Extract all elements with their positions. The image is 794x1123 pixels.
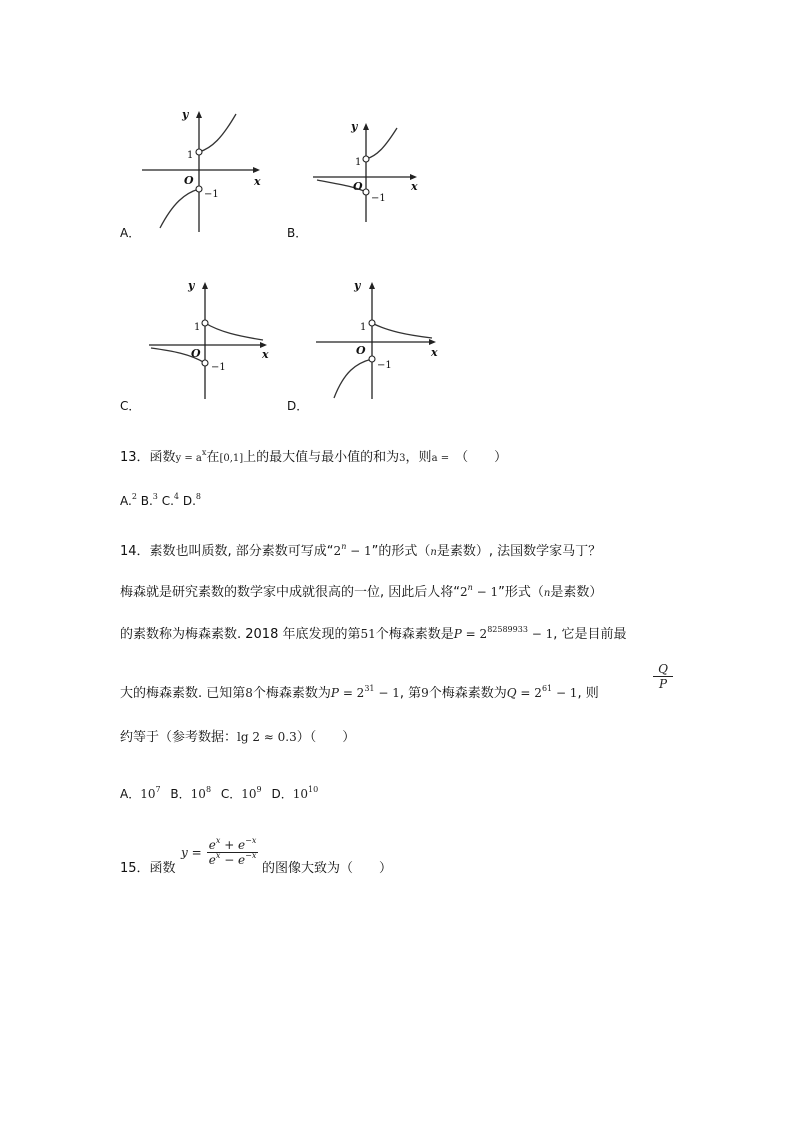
q14-eq: = 2 bbox=[339, 686, 365, 700]
origin-label: O bbox=[191, 347, 201, 360]
q14-reference-lg2: lg 2 ≈ 0.3 bbox=[237, 730, 297, 744]
y-label: y bbox=[354, 279, 361, 292]
q13-text-1: 上的最大值与最小值的和为 bbox=[243, 450, 400, 465]
question-13 bbox=[120, 448, 507, 469]
q15-num-e1: e bbox=[208, 838, 216, 852]
q15-function bbox=[181, 838, 258, 867]
q13-number: 13．函数 bbox=[120, 450, 176, 465]
question-15 bbox=[120, 859, 176, 879]
q14-text: ”的形式（ bbox=[371, 544, 431, 559]
q14-expr: $2^n - 1$ bbox=[460, 583, 499, 599]
q14-n8: 8 bbox=[245, 686, 253, 700]
q13-interval: [0,1] bbox=[219, 453, 244, 464]
q13-choice-d[interactable]: 8 bbox=[195, 492, 201, 501]
q13-choices bbox=[120, 491, 201, 513]
q14-expr: $2^n - 1$ bbox=[333, 542, 372, 558]
q15-den-exp1: x bbox=[215, 851, 221, 860]
q14-choice-d[interactable]: 10 bbox=[292, 787, 308, 801]
q14-choice-a[interactable]: 10 bbox=[140, 787, 156, 801]
q14-choice-d-exp[interactable]: 10 bbox=[307, 785, 319, 794]
q15-num-e2: + e bbox=[220, 838, 246, 852]
minus-one-label: −1 bbox=[377, 360, 392, 371]
x-label: x bbox=[262, 348, 269, 361]
q15-num-exp1: x bbox=[215, 836, 221, 845]
y-axis-arrow bbox=[202, 282, 208, 289]
q14-choice-c-exp[interactable]: 9 bbox=[256, 785, 262, 794]
q14-choices bbox=[120, 784, 318, 806]
q15-den-e2: − e bbox=[220, 853, 246, 867]
q14-choice-b[interactable]: 10 bbox=[190, 787, 206, 801]
q13-choice-c-label[interactable]: C. bbox=[161, 494, 174, 508]
graph-option-d bbox=[312, 272, 442, 402]
q14-text: 大的梅森素数. 已知第 bbox=[120, 686, 246, 701]
q14-line-5 bbox=[120, 727, 355, 748]
q15-den-e1: e bbox=[208, 853, 216, 867]
q14-p: P bbox=[453, 627, 462, 641]
y-label: y bbox=[351, 120, 358, 133]
curve-upper bbox=[366, 128, 397, 159]
x-axis-arrow bbox=[253, 167, 260, 173]
q14-text: 的素数称为梅森素数. 2018 年底发现的第 bbox=[120, 627, 361, 642]
q14-exponent-31: 31 bbox=[364, 684, 375, 693]
q14-minus-one: − 1 bbox=[552, 686, 578, 700]
q14-text: , 则 bbox=[577, 686, 599, 701]
q14-exponent-61: 61 bbox=[541, 684, 553, 693]
q13-three: 3 bbox=[399, 453, 406, 464]
q15-y: y = bbox=[181, 845, 202, 860]
curve-right bbox=[205, 323, 263, 340]
one-label: 1 bbox=[355, 157, 362, 168]
curve-right bbox=[372, 323, 432, 338]
q13-choice-a[interactable]: 2 bbox=[131, 492, 137, 501]
x-label: x bbox=[411, 180, 418, 193]
q14-n: n bbox=[430, 547, 437, 558]
q14-text: 14．素数也叫质数, 部分素数可写成“ bbox=[120, 544, 334, 559]
q14-text: , 第 bbox=[399, 686, 422, 701]
open-point-one bbox=[369, 320, 375, 326]
q14-frac-num: Q bbox=[653, 662, 673, 677]
open-point-one bbox=[363, 156, 369, 162]
q13-a-equals: a = bbox=[431, 453, 450, 464]
open-point-one bbox=[202, 320, 208, 326]
q14-choice-b-exp[interactable]: 8 bbox=[205, 785, 212, 794]
q13-choice-a-label[interactable]: A. bbox=[120, 494, 132, 508]
q14-choice-c[interactable]: 10 bbox=[241, 787, 257, 801]
one-label: 1 bbox=[360, 322, 367, 333]
y-axis-arrow bbox=[363, 123, 369, 130]
q14-text: ）（ ） bbox=[296, 730, 356, 745]
q14-choice-a-exp[interactable]: 7 bbox=[155, 785, 161, 794]
q15-question-text: 的图像大致为（ ） bbox=[262, 861, 393, 876]
q14-n51: 51 bbox=[360, 627, 376, 641]
q14-frac-den: P bbox=[658, 677, 668, 691]
q14-text: 个梅森素数为 bbox=[252, 686, 331, 701]
minus-one-label: −1 bbox=[204, 189, 219, 200]
q14-exponent-big: 82589933 bbox=[487, 625, 528, 634]
q13-choice-c[interactable]: 4 bbox=[173, 492, 179, 501]
graph-option-c bbox=[145, 272, 275, 402]
q15-text bbox=[262, 859, 392, 879]
q14-text: 梅森就是研究素数的数学家中成就很高的一位, 因此后人将“ bbox=[120, 585, 460, 600]
q14-choice-b-label[interactable]: B． bbox=[170, 787, 191, 801]
q14-line-4 bbox=[120, 683, 599, 705]
q14-text: 是素数） bbox=[550, 585, 603, 600]
curve-upper bbox=[199, 114, 236, 152]
q14-p: P bbox=[330, 686, 339, 700]
q14-text: 是素数）, 法国数学家马丁？ bbox=[436, 544, 602, 559]
option-b-label: B． bbox=[287, 226, 308, 240]
y-label: y bbox=[188, 279, 195, 292]
open-point-minus-one bbox=[202, 360, 208, 366]
curve-left bbox=[334, 359, 372, 398]
q13-paren: （ ） bbox=[455, 450, 508, 465]
open-point-minus-one bbox=[363, 189, 369, 195]
q14-text: ”形式（ bbox=[498, 585, 544, 600]
q13-function-exponent: x bbox=[201, 448, 207, 457]
curve-lower bbox=[160, 189, 199, 228]
open-point-minus-one bbox=[196, 186, 202, 192]
q14-text: 约等于（参考数据： bbox=[120, 730, 238, 745]
q15-number: 15．函数 bbox=[120, 861, 176, 876]
q15-fraction bbox=[207, 838, 259, 867]
q14-eq: = 2 bbox=[461, 627, 488, 641]
q15-den-exp2: −x bbox=[245, 851, 257, 860]
origin-label: O bbox=[353, 180, 363, 193]
q14-line-3 bbox=[120, 624, 627, 646]
q14-line-2 bbox=[120, 582, 602, 604]
y-label: y bbox=[182, 108, 189, 121]
graph-option-b bbox=[305, 112, 430, 227]
q13-choice-b[interactable]: 3 bbox=[152, 492, 158, 501]
q13-text-zai: 在 bbox=[206, 450, 220, 465]
q14-line-1 bbox=[120, 541, 601, 563]
q13-function: y = a bbox=[175, 453, 202, 464]
q14-minus-one: − 1 bbox=[527, 627, 554, 641]
origin-label: O bbox=[184, 174, 194, 187]
x-label: x bbox=[431, 346, 438, 359]
graph-option-a bbox=[140, 100, 270, 235]
y-axis-arrow bbox=[196, 111, 202, 118]
open-point-minus-one bbox=[369, 356, 375, 362]
q14-text: , 它是目前最 bbox=[553, 627, 627, 642]
q14-text: 个梅森素数为 bbox=[428, 686, 507, 701]
one-label: 1 bbox=[194, 322, 201, 333]
one-label: 1 bbox=[187, 150, 194, 161]
option-a-label: A． bbox=[120, 226, 141, 240]
q14-eq: = 2 bbox=[516, 686, 542, 700]
q14-q: Q bbox=[506, 686, 517, 700]
minus-one-label: −1 bbox=[211, 362, 226, 373]
minus-one-label: −1 bbox=[371, 193, 386, 204]
q14-choice-c-label[interactable]: C． bbox=[220, 787, 242, 801]
q13-choice-d-label[interactable]: D. bbox=[182, 494, 196, 508]
x-axis-arrow bbox=[429, 339, 436, 345]
x-label: x bbox=[254, 175, 261, 188]
q15-num-exp2: −x bbox=[245, 836, 257, 845]
q14-minus-one: − 1 bbox=[374, 686, 400, 700]
option-c-label: C． bbox=[120, 399, 141, 413]
q14-fraction-q-over-p bbox=[653, 662, 673, 691]
origin-label: O bbox=[356, 344, 366, 357]
option-d-label: D． bbox=[287, 399, 309, 413]
q13-choice-b-label[interactable]: B. bbox=[140, 494, 153, 508]
y-axis-arrow bbox=[369, 282, 375, 289]
q13-text-2: ，则 bbox=[405, 450, 432, 465]
open-point-one bbox=[196, 149, 202, 155]
q14-n9: 9 bbox=[421, 686, 429, 700]
q14-n: n bbox=[543, 588, 551, 599]
q14-choice-d-label[interactable]: D． bbox=[271, 787, 293, 801]
q14-choice-a-label[interactable]: A． bbox=[120, 787, 141, 801]
q14-text: 个梅森素数是 bbox=[375, 627, 454, 642]
